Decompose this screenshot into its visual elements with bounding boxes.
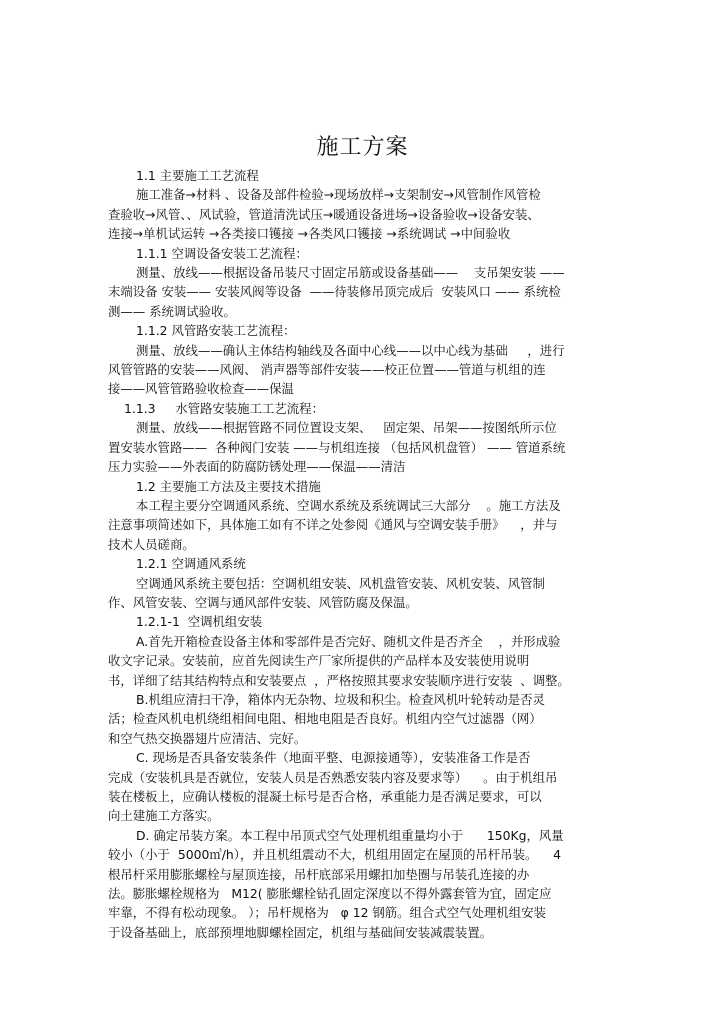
paragraph-line: 法。膨胀螺栓规格为 M12( 膨胀螺栓钻孔固定深度以不得外露套管为宜，固定应	[108, 886, 552, 902]
paragraph-line: 牢靠，不得有松动现象。 ）；吊杆规格为 φ 12 钢筋。组合式空气处理机组安装	[108, 905, 546, 921]
document-body	[108, 166, 616, 942]
paragraph-line: 风管管路的安装——风阀、 消声器等部件安装——校正位置——管道与机组的连	[108, 362, 546, 378]
paragraph-line: A.首先开箱检查设备主体和零部件是否完好、随机文件是否齐全 ，并形成验	[136, 633, 561, 649]
paragraph-line: 完成（安装机具是否就位，安装人员是否熟悉安装内容及要求等） 。由于机组吊	[108, 769, 558, 785]
paragraph-line: 查验收→风管、、风试验，管道清洗试压→暖通设备进场→设备验收→设备安装、	[108, 206, 540, 222]
paragraph-line: C. 现场是否具备安装条件（地面平整、电源接通等），安装准备工作是否	[136, 750, 531, 766]
paragraph-line: 于设备基础上，底部预埋地脚螺栓固定，机组与基础间安装减震装置。	[108, 924, 493, 940]
paragraph-line: 收文字记录。安装前，应首先阅读生产厂家所提供的产品样本及安装使用说明	[108, 653, 530, 669]
paragraph-line: 测量、放线——根据设备吊装尺寸固定吊筋或设备基础—— 支吊架安装 ——	[136, 265, 565, 281]
paragraph-line: 连接→单机试运转 →各类接口镬接 →各类风口镬接 →系统调试 →中间验收	[108, 226, 511, 242]
paragraph-line: 测—— 系统调试验收。	[108, 303, 236, 319]
paragraph-line: 书，详细了结其结构特点和安装要点 ，严格按照其要求安装顺序进行安装 、调整。	[108, 672, 570, 688]
paragraph-line: 技术人员磋商。	[108, 536, 195, 552]
heading-1-2: 1.2 主要施工方法及主要技术措施	[136, 478, 321, 494]
heading-1-1: 1.1 主要施工工艺流程	[136, 168, 259, 183]
paragraph-line: 置安装水管路—— 各种阀门安装 ——与机组连接 （包括风机盘管） —— 管道系统	[108, 439, 566, 455]
heading-1-1-2: 1.1.2 风管路安装工艺流程：	[136, 323, 296, 339]
heading-1-2-1: 1.2.1 空调通风系统	[136, 556, 246, 572]
paragraph-line: 和空气热交换器翅片应清洁、完好。	[108, 730, 307, 746]
paragraph-line: 压力实验——外表面的防腐防锈处理——保温——清洁	[108, 459, 406, 475]
paragraph-line: 施工准备→材料 、设备及部件检验→现场放样→支架制安→风管制作风管检	[136, 187, 541, 203]
paragraph-line: B.机组应清扫干净，箱体内无杂物、垃圾和积尘。检查风机叶轮转动是否灵	[136, 691, 545, 707]
paragraph-line: 向土建施工方落实。	[108, 808, 220, 824]
heading-1-2-1-1: 1.2.1-1 空调机组安装	[136, 614, 263, 630]
paragraph-line: 测量、放线——确认主体结构轴线及各面中心线——以中心线为基础 ，进行	[136, 342, 565, 358]
paragraph-line: 本工程主要分空调通风系统、空调水系统及系统调试三大部分 。施工方法及	[136, 497, 561, 513]
paragraph-line: 测量、放线——根据管路不同位置设支架、 固定架、吊架——按图纸所示位	[136, 420, 557, 436]
heading-1-1-1: 1.1.1 空调设备安装工艺流程：	[136, 245, 308, 261]
paragraph-line: D. 确定吊装方案。本工程中吊顶式空气处理机组重量均小于 150Kg，风量	[136, 827, 564, 843]
paragraph-line: 装在楼板上，应确认楼板的混凝土标号是否合格，承重能力是否满足要求，可以	[108, 789, 542, 804]
paragraph-line: 作、风管安装、空调与通风部件安装、风管防腐及保温。	[108, 594, 418, 610]
paragraph-line: 注意事项简述如下，具体施工如有不详之处参阅《通风与空调安装手册》 ，并与	[108, 517, 558, 533]
paragraph-line: 根吊杆采用膨胀螺栓与屋顶连接，吊杆底部采用螺扣加垫圈与吊装孔连接的办	[108, 866, 530, 882]
paragraph-line: 接——风管管路验收检查——保温	[108, 381, 294, 397]
heading-1-1-3: 1.1.3 水管路安装施工工艺流程：	[124, 400, 324, 416]
paragraph-line: 较小（小于 5000㎥/h），并且机组震动不大，机组用固定在屋顶的吊杆吊装。 4	[108, 847, 561, 863]
document-title: 施工方案	[316, 135, 409, 160]
paragraph-line: 空调通风系统主要包括：空调机组安装、风机盘管安装、风机安装、风管制	[136, 575, 545, 591]
paragraph-line: 末端设备 安装—— 安装风阀等设备 ——待装修吊顶完成后 安装风口 —— 系统检	[108, 284, 561, 300]
paragraph-line: 活；检查风机电机绕组相间电阻、相地电阻是否良好。机组内空气过滤器（网）	[108, 711, 542, 727]
